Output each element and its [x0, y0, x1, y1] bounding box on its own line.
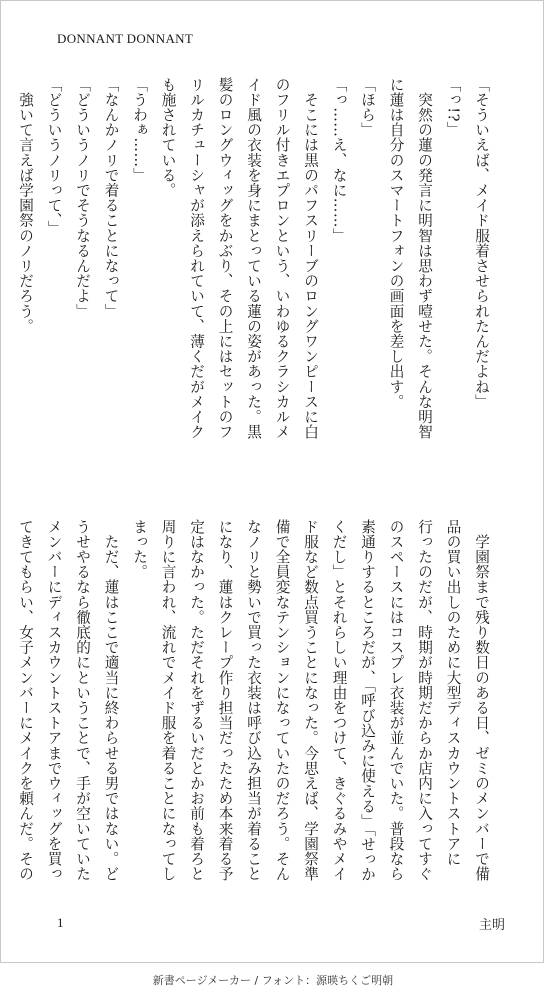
generator-credit: 新書ページメーカー / フォント：源暎ちくご明朝 — [152, 974, 394, 987]
text-line: 素通りするところだが、「呼び込みに使える」「せっか — [359, 519, 376, 882]
text-line: 突然の蓮の発言に明智は思わず噎せた。そんな明智 — [416, 77, 433, 440]
text-line: そこには黒のパフスリーブのロングワンピースに白 — [302, 77, 319, 440]
text-line: ド服など数点買うことになった。今思えば、学園祭準 — [302, 519, 319, 882]
text-line: メンバーにディスカウントストアまでウィッグを買っ — [45, 519, 63, 882]
text-line: 「ほら」 — [359, 77, 376, 138]
text-line: 「どういうノリでそうなるんだよ」 — [74, 77, 91, 319]
text-line: うせやるなら徹底的にということで、手が空いていた — [74, 519, 91, 882]
text-line: てきてもらい、女子メンバーにメイクを頼んだ。その — [17, 519, 34, 882]
text-line: リルカチューシャが添えられていて、薄くだがメイク — [188, 77, 205, 440]
text-line: イド風の衣装を身にまとっている蓮の姿があった。黒 — [245, 77, 262, 440]
text-line: 「なんかノリで着ることになって」 — [102, 77, 120, 319]
text-line: 「そういえば、メイド服着させられたんだよね」 — [473, 77, 490, 410]
text-line: 強いて言えば学園祭のノリだろう。 — [17, 77, 34, 334]
text-line: 定はなかった。ただそれをずるいだとかお前も着ろと — [188, 519, 205, 882]
text-block-bottom — [11, 519, 496, 901]
text-line: も施されている。 — [159, 77, 177, 198]
text-line: 「っ……え、なに……」 — [330, 77, 348, 244]
text-line: ただ、蓮はここで適当に終わらせる男ではない。ど — [102, 519, 120, 882]
text-line: のスペースにはコスプレ衣装が並んでいた。普段なら — [387, 519, 405, 882]
text-line: 行ったのだが、時期が時期だからか店内に入ってすぐ — [416, 519, 433, 882]
text-line: なノリと勢いで買った衣装は呼び込み担当が着ること — [245, 519, 262, 882]
text-line: まった。 — [131, 519, 148, 580]
text-line: くだし」とそれらしい理由をつけて、きぐるみやメイ — [330, 519, 348, 882]
text-line: のフリル付きエプロンという、いわゆるクラシカルメ — [273, 77, 291, 440]
text-line: 備で全員変なテンションになっていたのだろう。そん — [273, 519, 291, 882]
text-line: になり、蓮はクレープ作り担当だったため本来着る予 — [216, 519, 234, 882]
page-number: 1 — [57, 915, 64, 930]
text-line: 周りに言われ、流れでメイド服を着ることになってし — [159, 519, 177, 882]
author-name: 主明 — [478, 918, 505, 933]
text-line: 学園祭まで残り数日のある日、ゼミのメンバーで備 — [473, 519, 490, 882]
text-line: 品の買い出しのために大型ディスカウントストアに — [444, 519, 462, 867]
running-title: DONNANT DONNANT — [57, 31, 194, 46]
text-line: に蓮は自分のスマートフォンの画面を差し出す。 — [387, 77, 405, 410]
text-line: 「っ!?」 — [444, 77, 462, 137]
text-line: 髪のロングウィッグをかぶり、その上にはセットのフ — [216, 77, 234, 440]
text-line: 「どういうノリって、」 — [45, 77, 63, 236]
text-block-top — [11, 77, 496, 477]
text-line: 「うわぁ……」 — [131, 77, 148, 183]
